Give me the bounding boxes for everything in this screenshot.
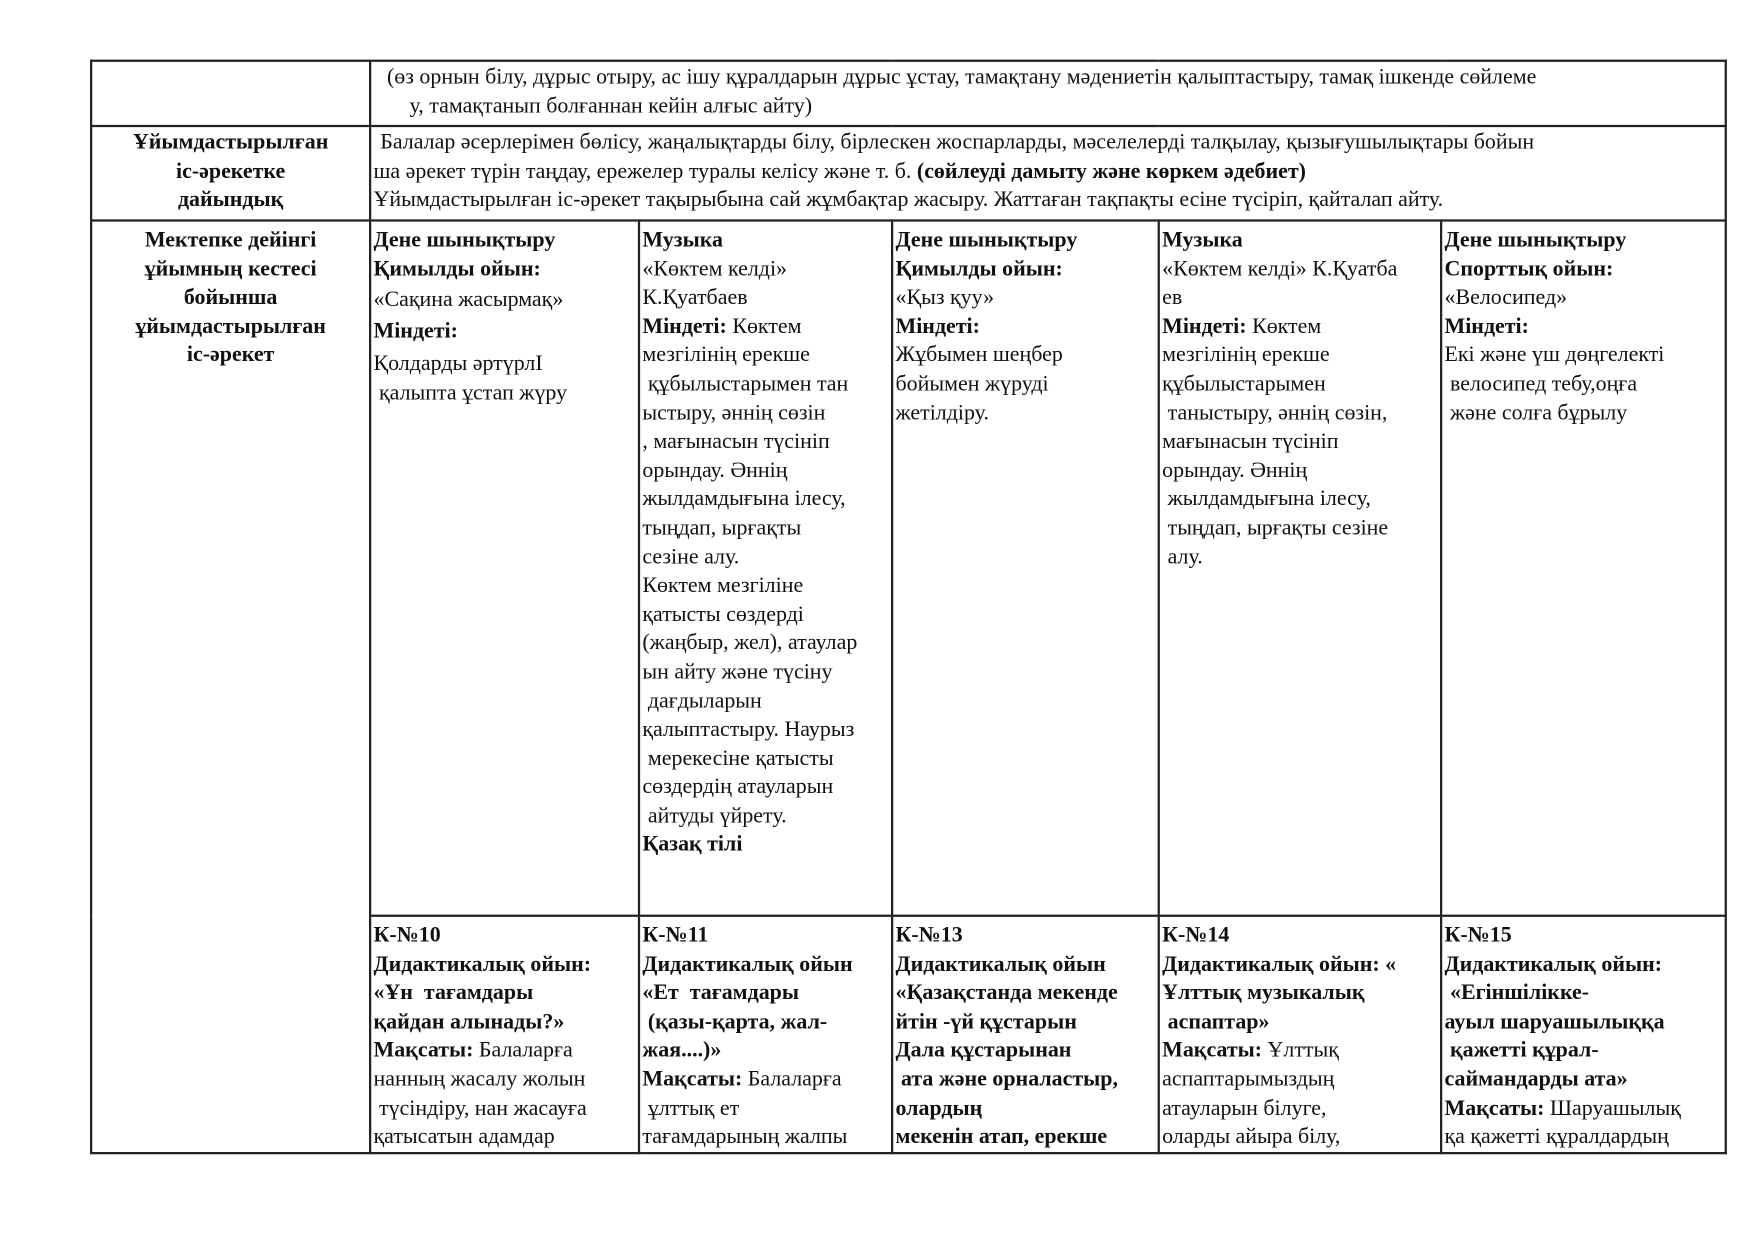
goal-text: Шаруашылық <box>1544 1096 1681 1121</box>
text-line: (өз орнын білу, дұрыс отыру, ас ішу құралдарын дұрыс ұстау, тамақтану мәдениетін қалыптастыру, тамақ ішкенде сөйлеме <box>387 65 1537 89</box>
game-name: «Велосипед» <box>1444 285 1568 310</box>
day-2-activity-cell <box>639 221 892 916</box>
text-normal: ша әрекет түрін таңдау, ережелер туралы келісу және т. б. <box>373 159 912 183</box>
card-bold-line: «Қазақстанда мекенде <box>895 981 1118 1005</box>
goal-first-line <box>374 1037 636 1066</box>
goal-line: қа қажетті құралдардың <box>1444 1125 1669 1149</box>
subject-title: Дене шынықтыру <box>1444 228 1627 252</box>
goal-first-line <box>1445 1094 1723 1123</box>
task-line: және солға бұрылу <box>1444 401 1628 425</box>
subject-title: Дене шынықтыру <box>895 228 1078 252</box>
table-row <box>91 126 1726 221</box>
task-label: Міндеті: <box>895 314 980 339</box>
goal-text: Балаларға <box>742 1067 842 1092</box>
song-line: «Көктем келді» К.Қуатба <box>1162 257 1398 281</box>
card-bold-line: Дидактикалық ойын: <box>1444 952 1663 977</box>
game-type: Қимылды ойын: <box>895 257 1063 281</box>
game-type: Қимылды ойын: <box>373 257 541 281</box>
card-bold-line: қажетті құрал- <box>1444 1038 1599 1063</box>
task-line: (жаңбыр, жел), атаулар <box>642 631 858 656</box>
card-bold-line: «Ұн тағамдары <box>373 981 534 1005</box>
card-11-cell <box>639 916 892 1153</box>
card-number: К-№11 <box>642 923 709 948</box>
task-line: құбылыстарымен тан <box>642 372 849 396</box>
goal-line: қатысатын адамдар <box>373 1125 555 1149</box>
task-line: жылдамдығына ілесу, <box>642 487 846 512</box>
subject-title: Музыка <box>642 228 723 252</box>
card-number: К-№13 <box>895 923 963 948</box>
card-13-cell <box>892 916 1159 1153</box>
task-line: мағынасын түсініп <box>1162 429 1339 454</box>
task-line: дағдыларын <box>642 689 762 713</box>
task-line: орындау. Әннің <box>1162 458 1308 483</box>
task-line: жетілдіру. <box>895 401 989 425</box>
meal-culture-cell <box>370 61 1726 126</box>
row-label-cell <box>91 61 370 126</box>
task-line: жылдамдығына ілесу, <box>1162 487 1371 512</box>
text-line: Ұйымдастырылған іс-әрекет тақырыбына сай жұмбақтар жасыру. Жаттаған тақпақты есіне түсіріп, қайталап айту. <box>373 188 1444 212</box>
task-line: ыстыру, әннің сөзін <box>642 401 826 425</box>
label-line: ұйымдастырылған <box>135 314 326 339</box>
goal-label: Мақсаты: <box>642 1067 743 1092</box>
goal-line: аспаптарымыздың <box>1162 1067 1335 1092</box>
goal-label: Мақсаты: <box>1162 1038 1263 1063</box>
task-line: сезіне алу. <box>642 545 740 569</box>
goal-text: Ұлттық <box>1262 1038 1339 1063</box>
task-line: бойымен жүруді <box>895 372 1049 396</box>
subject-title: Дене шынықтыру <box>373 228 556 252</box>
card-bold-line: қайдан алынады?» <box>373 1010 565 1034</box>
label-line: іс-әрекет <box>186 343 275 368</box>
label-line: ұйымның кестесі <box>144 257 317 281</box>
task-line: мезгілінің ерекше <box>642 343 810 368</box>
card-bold-line: мекенін атап, ерекше <box>895 1125 1108 1149</box>
goal-line: атауларын білуге, <box>1162 1096 1327 1121</box>
task-line: қатысты сөздерді <box>642 602 804 627</box>
task-line: қалыпта ұстап жүру <box>373 381 568 405</box>
task-line: таныстыру, әннің сөзін, <box>1162 401 1388 425</box>
song-line: К.Қуатбаев <box>642 285 748 310</box>
card-14-cell <box>1159 916 1441 1153</box>
task-line: сөздердің атауларын <box>642 775 834 800</box>
task-line: ын айту және түсіну <box>642 660 833 684</box>
goal-text: Балаларға <box>473 1038 573 1063</box>
card-bold-line: саймандарды ата» <box>1444 1067 1628 1092</box>
task-line: велосипед тебу,оңға <box>1444 372 1638 396</box>
label-line: Ұйымдастырылған <box>132 130 329 155</box>
task-line: Қолдарды әртүрлІ <box>373 352 543 377</box>
row-label-preparation <box>91 126 370 221</box>
task-line: орындау. Әннің <box>642 458 788 483</box>
card-bold-line: «Егіншілікке- <box>1444 981 1590 1005</box>
card-10-cell <box>370 916 639 1153</box>
task-label: Міндеті: <box>1162 314 1247 339</box>
goal-label: Мақсаты: <box>1444 1096 1545 1121</box>
day-1-activity-cell <box>370 221 639 916</box>
goal-line: тағамдарының жалпы <box>642 1125 848 1149</box>
card-bold-line: Дала құстарынан <box>895 1038 1072 1063</box>
task-line: құбылыстарымен <box>1162 372 1326 396</box>
card-bold-line: «Ет тағамдары <box>642 981 800 1005</box>
label-line: іс-әрекетке <box>175 159 286 183</box>
card-bold-line: (қазы-қарта, жал- <box>642 1010 828 1034</box>
preparation-content-cell <box>370 126 1726 221</box>
goal-line: нанның жасалу жолын <box>373 1067 586 1092</box>
card-bold-line: аспаптар» <box>1162 1010 1270 1034</box>
task-line: алу. <box>1162 545 1203 569</box>
task-first-line <box>1162 313 1438 342</box>
subject-title-extra: Қазақ тілі <box>642 833 743 857</box>
card-bold-line: ауыл шаруашылыққа <box>1444 1010 1665 1034</box>
day-4-activity-cell <box>1159 221 1441 916</box>
text-line: Балалар әсерлерімен бөлісу, жаңалықтарды білу, бірлескен жоспарларды, мәселелерді талқылау, қызығушылықтары бойын <box>380 130 1535 155</box>
card-bold-line: олардың <box>895 1096 983 1121</box>
task-line: мерекесіне қатысты <box>642 746 834 771</box>
task-label: Міндеті: <box>1444 314 1529 339</box>
label-line: Мектепке дейінгі <box>144 228 317 252</box>
task-first-line <box>642 313 888 342</box>
label-line: бойынша <box>183 285 278 310</box>
card-number: К-№14 <box>1162 923 1230 948</box>
task-line: айтуды үйрету. <box>642 804 787 828</box>
label-line: дайындық <box>177 188 284 212</box>
task-line: Жұбымен шеңбер <box>895 343 1063 368</box>
task-line: Екі және үш дөңгелекті <box>1444 343 1665 368</box>
game-name: «Қыз қуу» <box>895 285 995 310</box>
task-text: Көктем <box>726 314 802 339</box>
day-3-activity-cell <box>892 221 1159 916</box>
task-line: Көктем мезгіліне <box>642 573 804 598</box>
goal-label: Мақсаты: <box>373 1038 474 1063</box>
card-bold-line: Ұлттық музыкалық <box>1162 981 1365 1005</box>
card-bold-line: жая....)» <box>642 1038 722 1063</box>
table-row <box>91 221 1726 916</box>
song-line: «Көктем келді» <box>642 257 788 281</box>
game-type: Спорттық ойын: <box>1444 257 1614 281</box>
task-line: , мағынасын түсініп <box>642 429 830 454</box>
subject-title: Музыка <box>1162 228 1243 252</box>
card-number: К-№15 <box>1444 923 1512 948</box>
task-line: тыңдап, ырғақты сезіне <box>1162 516 1389 540</box>
text-line <box>374 157 1723 186</box>
task-text: Көктем <box>1246 314 1322 339</box>
text-line: у, тамақтанып болғаннан кейін алғыс айту) <box>409 94 813 118</box>
card-bold-line: ата және орналастыр, <box>895 1067 1118 1092</box>
daily-plan-table <box>90 60 1727 1154</box>
card-bold-line: Дидактикалық ойын <box>642 952 853 977</box>
card-bold-line: Дидактикалық ойын: <box>373 952 592 977</box>
table-row <box>91 61 1726 126</box>
task-label: Міндеті: <box>373 319 458 343</box>
card-bold-line: йтін -үй құстарын <box>895 1010 1077 1034</box>
goal-line: ұлттық ет <box>642 1096 740 1121</box>
goal-line: түсіндіру, нан жасауға <box>373 1096 587 1121</box>
row-label-schedule <box>91 221 370 1153</box>
card-bold-line: Дидактикалық ойын: « <box>1162 952 1397 977</box>
game-name: «Сақина жасырмақ» <box>373 288 564 312</box>
text-bold-subject: (сөйлеуді дамыту және көркем әдебиет) <box>916 159 1306 183</box>
card-bold-line: Дидактикалық ойын <box>895 952 1106 977</box>
day-5-activity-cell <box>1441 221 1726 916</box>
card-number: К-№10 <box>373 923 441 948</box>
task-line: мезгілінің ерекше <box>1162 343 1330 368</box>
goal-first-line <box>1162 1037 1438 1066</box>
song-line: ев <box>1162 285 1183 310</box>
task-line: қалыптастыру. Наурыз <box>642 717 855 742</box>
card-15-cell <box>1441 916 1726 1153</box>
task-line: тыңдап, ырғақты <box>642 516 802 540</box>
goal-first-line <box>642 1065 888 1094</box>
goal-line: оларды айыра білу, <box>1162 1125 1341 1149</box>
task-label: Міндеті: <box>642 314 727 339</box>
